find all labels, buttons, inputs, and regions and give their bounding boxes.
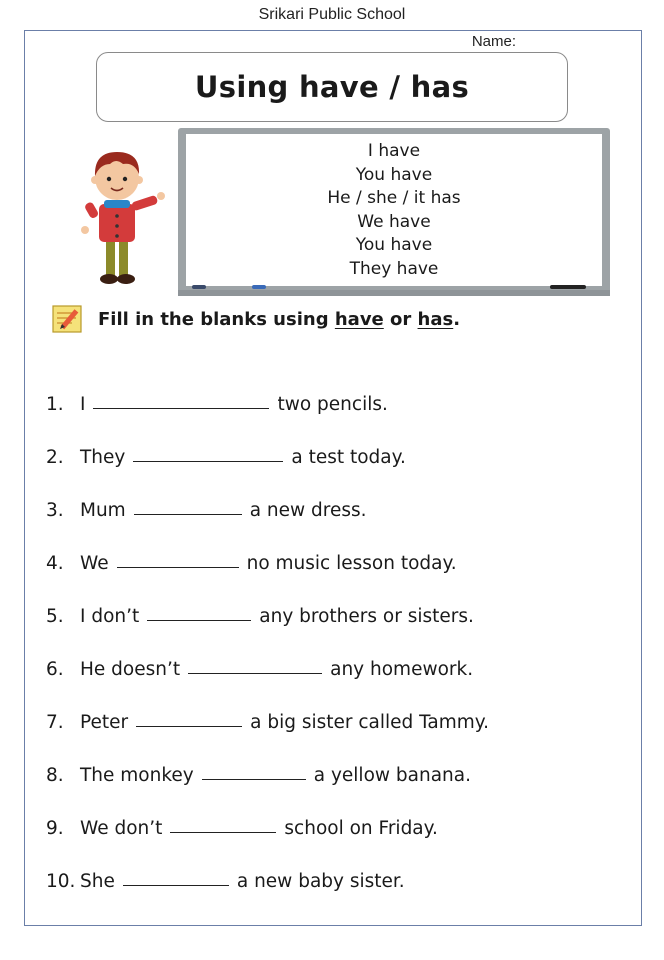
answer-blank[interactable]: [170, 831, 276, 833]
item-after: two pencils.: [277, 394, 388, 415]
item-number: 2.: [46, 447, 64, 468]
item-after: any homework.: [330, 659, 474, 680]
item-before: He doesn’t: [80, 659, 181, 680]
instruction-part: .: [453, 308, 461, 330]
item-before: I don’t: [80, 606, 140, 627]
title-separator: /: [378, 70, 411, 104]
title-box: [96, 52, 568, 122]
answer-blank[interactable]: [123, 884, 229, 886]
item-number: 9.: [46, 818, 64, 839]
item-before: Mum: [80, 500, 126, 521]
item-number: 10.: [46, 871, 76, 892]
answer-blank[interactable]: [147, 619, 251, 621]
answer-blank[interactable]: [117, 566, 239, 568]
instruction-part: or: [383, 308, 418, 330]
item-number: 4.: [46, 553, 64, 574]
answer-blank[interactable]: [202, 778, 306, 780]
notepad-pencil-icon: [52, 304, 86, 334]
item-after: any brothers or sisters.: [259, 606, 474, 627]
instruction-word-have: have: [334, 308, 384, 330]
item-after: a big sister called Tammy.: [250, 712, 489, 733]
instruction-part: Fill in the blanks using: [98, 308, 335, 330]
board-tray: [178, 290, 610, 296]
instruction: [52, 304, 460, 334]
item-number: 3.: [46, 500, 64, 521]
exercise-item: [46, 394, 388, 415]
item-number: 1.: [46, 394, 64, 415]
answer-blank[interactable]: [133, 460, 283, 462]
exercise-item: [46, 659, 473, 680]
board-line: You have: [355, 164, 433, 185]
item-after: a test today.: [291, 447, 406, 468]
board-line: He / she / it has: [327, 188, 461, 209]
item-after: a yellow banana.: [313, 765, 471, 786]
instruction-word-has: has: [417, 308, 454, 330]
exercise-item: [46, 712, 489, 733]
item-after: a new dress.: [249, 500, 367, 521]
answer-blank[interactable]: [188, 672, 322, 674]
answer-blank[interactable]: [134, 513, 242, 515]
exercise-item: [46, 765, 471, 786]
marker-icon: [252, 285, 266, 289]
item-after: a new baby sister.: [236, 871, 405, 892]
item-before: Peter: [80, 712, 129, 733]
school-name: Srikari Public School: [258, 6, 406, 23]
boy-teacher-illustration: [76, 140, 168, 290]
item-before: She: [80, 871, 115, 892]
board-line: You have: [355, 235, 433, 256]
instruction-text: [98, 309, 460, 330]
exercise-item: [46, 500, 367, 521]
board-line: We have: [357, 211, 431, 232]
board-line: They have: [349, 258, 439, 279]
title-word-have: have: [298, 70, 379, 104]
exercise-item: [46, 606, 474, 627]
item-before: We don’t: [80, 818, 163, 839]
marker-icon: [192, 285, 206, 289]
whiteboard: [178, 128, 610, 296]
answer-blank[interactable]: [93, 407, 269, 409]
answer-blank[interactable]: [136, 725, 242, 727]
item-number: 8.: [46, 765, 64, 786]
item-before: The monkey: [80, 765, 194, 786]
item-number: 6.: [46, 659, 64, 680]
item-number: 5.: [46, 606, 64, 627]
exercise-item: [46, 871, 405, 892]
name-label: Name:: [471, 33, 516, 50]
worksheet-title: [195, 70, 469, 104]
eraser-icon: [550, 285, 586, 289]
title-word-has: has: [410, 70, 470, 104]
item-after: no music lesson today.: [246, 553, 457, 574]
item-number: 7.: [46, 712, 64, 733]
item-before: They: [80, 447, 126, 468]
whiteboard-surface: [186, 134, 602, 286]
item-before: I: [80, 394, 86, 415]
title-prefix: Using: [194, 70, 299, 104]
exercise-item: [46, 447, 406, 468]
item-before: We: [80, 553, 109, 574]
board-line: I have: [367, 141, 421, 161]
exercise-item: [46, 553, 457, 574]
item-after: school on Friday.: [284, 818, 438, 839]
exercise-item: [46, 818, 438, 839]
